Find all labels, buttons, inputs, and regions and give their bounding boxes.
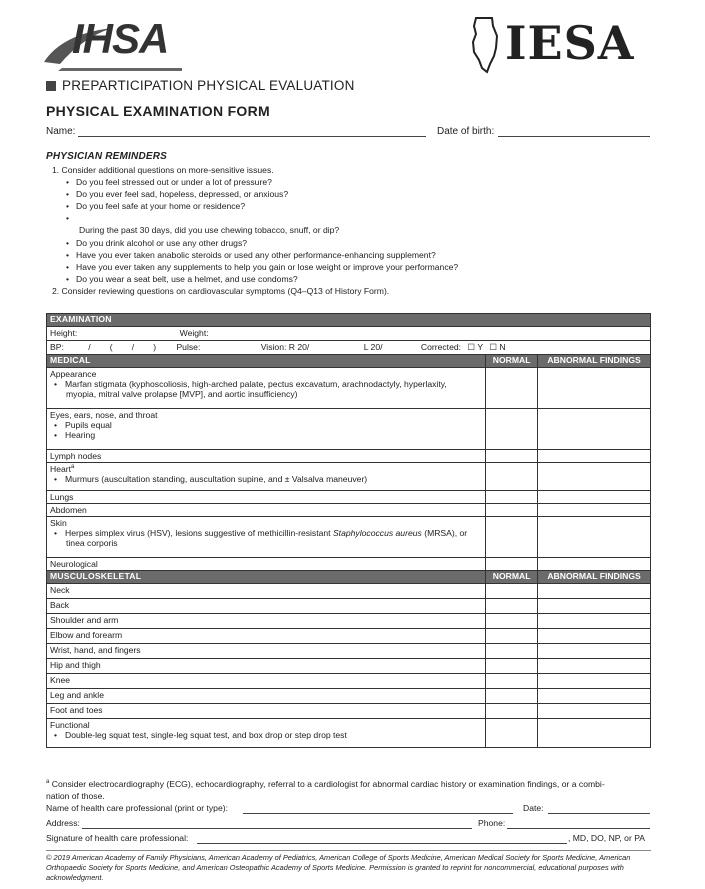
msk-row-label: Wrist, hand, and fingers	[47, 644, 486, 659]
normal-cell[interactable]	[486, 704, 538, 719]
abnormal-cell[interactable]	[538, 584, 651, 599]
abnormal-cell[interactable]	[538, 689, 651, 704]
date-field[interactable]	[548, 813, 650, 814]
section-heading: PREPARTICIPATION PHYSICAL EVALUATION	[46, 78, 355, 93]
name-label: Name:	[46, 126, 76, 137]
height-weight-row[interactable]	[47, 327, 651, 341]
reminder-bullet: • Do you feel stressed out or under a lot of pressure?	[52, 176, 458, 188]
normal-cell[interactable]	[486, 644, 538, 659]
phone-field[interactable]	[507, 828, 650, 829]
eyes-bullet: • Pupils equal	[50, 420, 482, 430]
normal-cell[interactable]	[486, 558, 538, 571]
abnormal-cell[interactable]	[538, 719, 651, 748]
medical-band: MEDICAL	[47, 355, 486, 368]
heading-square-icon	[46, 81, 56, 91]
table-row	[47, 409, 651, 450]
normal-cell[interactable]	[486, 629, 538, 644]
hcp-name-label: Name of health care professional (print or type):	[46, 803, 228, 813]
table-row	[47, 491, 651, 504]
no-label: N	[499, 342, 506, 352]
table-row	[47, 674, 651, 689]
divider	[46, 850, 651, 851]
msk-row-label: Leg and ankle	[47, 689, 486, 704]
reminder-item-1: 1. Consider additional questions on more-sensitive issues.	[52, 165, 274, 175]
normal-cell[interactable]	[486, 368, 538, 409]
abnormal-cell[interactable]	[538, 614, 651, 629]
normal-cell[interactable]	[486, 409, 538, 450]
address-field[interactable]	[82, 828, 472, 829]
examination-band: EXAMINATION	[47, 314, 651, 327]
eyes-label: Eyes, ears, nose, and throat	[50, 410, 158, 420]
neuro-label: Neurological	[47, 558, 486, 571]
height-label: Height:	[50, 328, 78, 338]
phone-label: Phone:	[478, 818, 506, 828]
appearance-bullet: • Marfan stigmata (kyphoscoliosis, high-arched palate, pectus excavatum, arachnodactyly, hyperlaxity,	[50, 379, 482, 389]
reminder-item-2: 2. Consider reviewing questions on cardiovascular symptoms (Q4–Q13 of History Form).	[52, 285, 390, 296]
credentials-label: , MD, DO, NP, or PA	[568, 833, 646, 843]
normal-cell[interactable]	[486, 689, 538, 704]
reminder-bullet: • Have you ever taken any supplements to help you gain or lose weight or improve your performance?	[52, 261, 458, 273]
address-label: Address:	[46, 818, 80, 828]
table-row	[47, 599, 651, 614]
abnormal-header: ABNORMAL FINDINGS	[538, 571, 651, 584]
eyes-bullet: • Hearing	[50, 430, 482, 440]
reminder-bullet: • Do you drink alcohol or use any other drugs?	[52, 237, 458, 249]
vitals-row[interactable]	[47, 341, 651, 355]
lymph-label: Lymph nodes	[47, 450, 486, 463]
normal-cell[interactable]	[486, 517, 538, 558]
signature-field[interactable]	[197, 843, 567, 844]
abnormal-cell[interactable]	[538, 674, 651, 689]
bp-slashes: / ( / )	[88, 342, 157, 352]
musculoskeletal-band: MUSCULOSKELETAL	[47, 571, 486, 584]
table-row	[47, 614, 651, 629]
pulse-label: Pulse:	[176, 342, 201, 352]
bp-label: BP:	[50, 342, 64, 352]
table-row	[47, 659, 651, 674]
functional-label: Functional	[50, 720, 90, 730]
abnormal-cell[interactable]	[538, 504, 651, 517]
abnormal-cell[interactable]	[538, 450, 651, 463]
table-row	[47, 517, 651, 558]
yes-label: Y	[477, 342, 483, 352]
normal-cell[interactable]	[486, 659, 538, 674]
msk-row-label: Neck	[47, 584, 486, 599]
table-row	[47, 368, 651, 409]
normal-cell[interactable]	[486, 674, 538, 689]
corrected-no-checkbox[interactable]: ☐ N	[489, 342, 506, 352]
reminder-bullet-empty	[52, 212, 458, 224]
normal-cell[interactable]	[486, 491, 538, 504]
skin-bullet-cont: tinea corporis	[66, 538, 118, 548]
corrected-yes-checkbox[interactable]: ☐ Y	[467, 342, 483, 352]
abnormal-cell[interactable]	[538, 491, 651, 504]
normal-cell[interactable]	[486, 504, 538, 517]
table-row	[47, 504, 651, 517]
msk-row-label: Elbow and forearm	[47, 629, 486, 644]
abnormal-cell[interactable]	[538, 644, 651, 659]
illinois-state-icon	[470, 16, 502, 74]
abnormal-cell[interactable]	[538, 517, 651, 558]
table-row	[47, 629, 651, 644]
date-label: Date:	[523, 803, 544, 813]
table-row	[47, 689, 651, 704]
weight-label: Weight:	[179, 328, 209, 338]
msk-row-label: Shoulder and arm	[47, 614, 486, 629]
table-row	[47, 558, 651, 571]
abnormal-cell[interactable]	[538, 558, 651, 571]
msk-row-label: Knee	[47, 674, 486, 689]
copyright-text: © 2019 American Academy of Family Physicians, American Academy of Pediatrics, American College of Sports Medicine, American Medical Society for Sports Medicine, American Orthopaedic Society for Sports Medicine, and American Osteopathic Academy of Sports Medicine. Permission is granted to reprint for noncommercial, educational purposes with acknowledgment.	[46, 853, 631, 882]
msk-row-label: Back	[47, 599, 486, 614]
normal-cell[interactable]	[486, 584, 538, 599]
table-row	[47, 584, 651, 599]
hcp-name-field[interactable]	[243, 813, 513, 814]
appearance-bullet-cont: myopia, mitral valve prolapse [MVP], and aortic insufficiency)	[66, 389, 298, 399]
abnormal-cell[interactable]	[538, 704, 651, 719]
normal-cell[interactable]	[486, 719, 538, 748]
table-row	[47, 463, 651, 491]
appearance-label: Appearance	[50, 369, 97, 379]
vision-right-label: Vision: R 20/	[260, 342, 310, 352]
abnormal-cell[interactable]	[538, 599, 651, 614]
table-row	[47, 704, 651, 719]
heart-label: Heart$^a$	[50, 464, 75, 474]
table-row	[47, 450, 651, 463]
iesa-logo: IESA	[505, 16, 635, 70]
lungs-label: Lungs	[47, 491, 486, 504]
abnormal-cell[interactable]	[538, 463, 651, 491]
functional-bullet: • Double-leg squat test, single-leg squat test, and box drop or step drop test	[50, 730, 482, 740]
skin-bullet: • Herpes simplex virus (HSV), lesions suggestive of methicillin-resistant Staphylococcus aureus (MRSA), or	[50, 528, 482, 538]
skin-label: Skin	[50, 518, 67, 528]
heart-bullet: • Murmurs (auscultation standing, auscultation supine, and ± Valsalva maneuver)	[50, 474, 482, 484]
signature-label: Signature of health care professional:	[46, 833, 189, 843]
abnormal-cell[interactable]	[538, 659, 651, 674]
normal-cell[interactable]	[486, 614, 538, 629]
table-row	[47, 719, 651, 748]
reminder-tobacco: During the past 30 days, did you use chewing tobacco, snuff, or dip?	[79, 225, 340, 236]
corrected-label: Corrected:	[420, 342, 462, 352]
name-field[interactable]	[78, 136, 426, 137]
form-title: PHYSICAL EXAMINATION FORM	[46, 103, 270, 119]
normal-cell[interactable]	[486, 450, 538, 463]
msk-row-label: Foot and toes	[47, 704, 486, 719]
reminder-bullet: • Do you ever feel sad, hopeless, depressed, or anxious?	[52, 188, 458, 200]
reminders-title: PHYSICIAN REMINDERS	[46, 151, 168, 162]
table-row	[47, 644, 651, 659]
msk-row-label: Hip and thigh	[47, 659, 486, 674]
abnormal-cell[interactable]	[538, 409, 651, 450]
normal-cell[interactable]	[486, 463, 538, 491]
examination-table	[46, 313, 651, 748]
footnote: $^a$ Consider electrocardiography (ECG), echocardiography, referral to a cardiologist for abnormal cardiac history or examination findings, or a combi- nation of those.	[46, 778, 605, 801]
abnormal-header: ABNORMAL FINDINGS	[538, 355, 651, 368]
reminder-bullet: • Have you ever taken anabolic steroids or used any other performance-enhancing supplement?	[52, 249, 458, 261]
abnormal-cell[interactable]	[538, 629, 651, 644]
ihsa-logo: IHSA	[72, 15, 169, 62]
normal-header: NORMAL	[486, 355, 538, 368]
dob-label: Date of birth:	[437, 126, 495, 137]
dob-field[interactable]	[498, 136, 650, 137]
reminder-bullet: • Do you feel safe at your home or residence?	[52, 200, 458, 212]
reminders-list	[52, 164, 458, 297]
normal-cell[interactable]	[486, 599, 538, 614]
vision-left-label: L 20/	[363, 342, 383, 352]
abnormal-cell[interactable]	[538, 368, 651, 409]
reminder-bullet: • Do you wear a seat belt, use a helmet, and use condoms?	[52, 273, 458, 285]
abdomen-label: Abdomen	[47, 504, 486, 517]
normal-header: NORMAL	[486, 571, 538, 584]
